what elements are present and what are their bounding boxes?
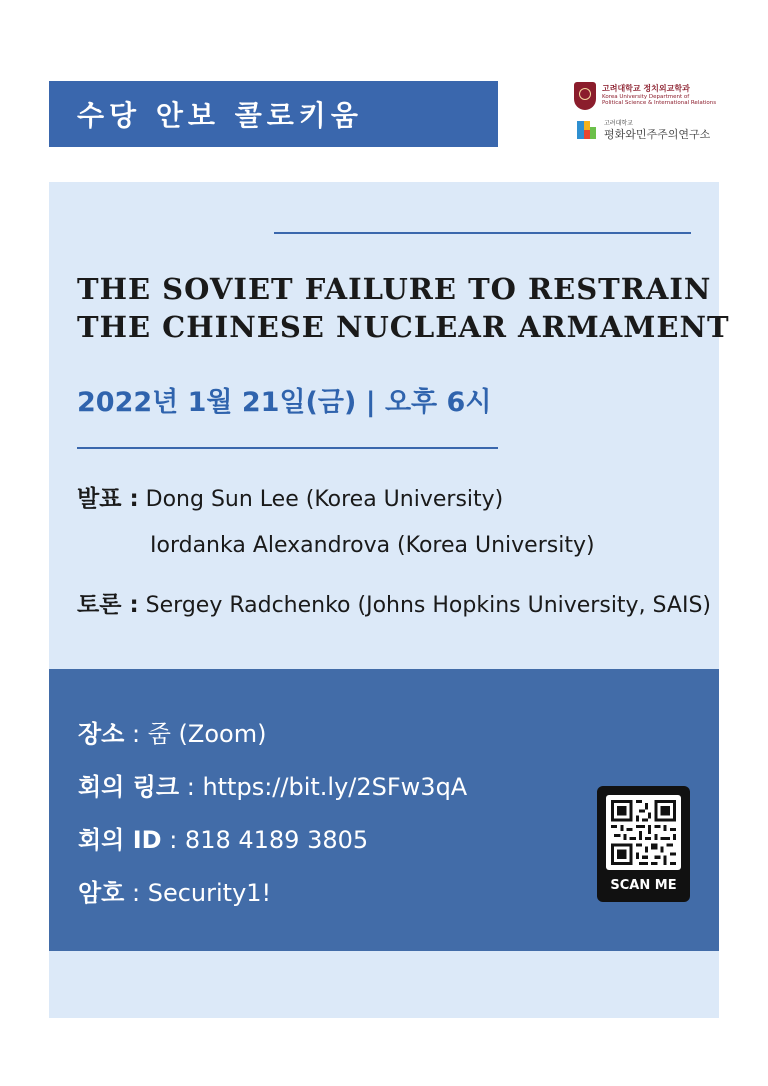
qr-code-card[interactable]: [597, 786, 690, 902]
divider-top: [274, 232, 691, 234]
meeting-id-row: [78, 820, 368, 855]
event-datetime: 2022년 1월 21일(금) | 오후 6시: [77, 387, 492, 418]
qr-code: [606, 795, 681, 870]
korea-univ-english-name: Korea University Department of Political Science & International Relations: [602, 94, 717, 106]
meeting-link[interactable]: : https://bit.ly/2SFw3qA: [179, 773, 468, 801]
peace-institute-sub: 고려대학교: [604, 120, 633, 127]
colloquium-title: 수당 안보 콜로키움: [77, 99, 363, 132]
venue-label: 장소: [78, 720, 125, 748]
meeting-link-row: [78, 767, 467, 802]
venue-row: [78, 714, 266, 749]
korea-university-logo: [574, 82, 724, 112]
divider-middle: [77, 447, 498, 449]
korea-univ-korean-name: 고려대학교 정치외교학과: [602, 84, 690, 93]
title-banner: [49, 81, 498, 147]
discussant: Sergey Radchenko (Johns Hopkins University, SAIS): [145, 593, 712, 618]
crest-icon: [574, 82, 596, 110]
qr-code-icon: [611, 800, 676, 865]
event-title-line1: THE SOVIET FAILURE TO RESTRAIN: [77, 272, 712, 306]
event-title: [77, 270, 730, 346]
presenter-row-1: [77, 480, 503, 513]
presenter-2: Iordanka Alexandrova (Korea University): [150, 533, 595, 558]
password-label: 암호: [78, 879, 125, 907]
presentation-label: 발표 :: [77, 486, 139, 512]
scan-me-label: SCAN ME: [610, 878, 677, 893]
discussant-row: [77, 586, 711, 619]
password-row: [78, 873, 271, 908]
meeting-link-label: 회의 링크: [78, 773, 180, 801]
event-title-line2: THE CHINESE NUCLEAR ARMAMENT: [77, 310, 730, 344]
presenter-row-2: [150, 533, 595, 558]
venue-value: : 줌 (Zoom): [124, 720, 267, 748]
peace-institute-logo: [576, 117, 726, 143]
presenter-1: Dong Sun Lee (Korea University): [145, 487, 504, 512]
discussion-label: 토론 :: [77, 592, 139, 618]
peace-institute-name: 평화와민주주의연구소: [604, 128, 711, 141]
password-value: : Security1!: [124, 879, 272, 907]
meeting-id-label: 회의 ID: [78, 826, 162, 854]
meeting-id-value: : 818 4189 3805: [161, 826, 369, 854]
pdi-logo-icon: [576, 119, 598, 141]
